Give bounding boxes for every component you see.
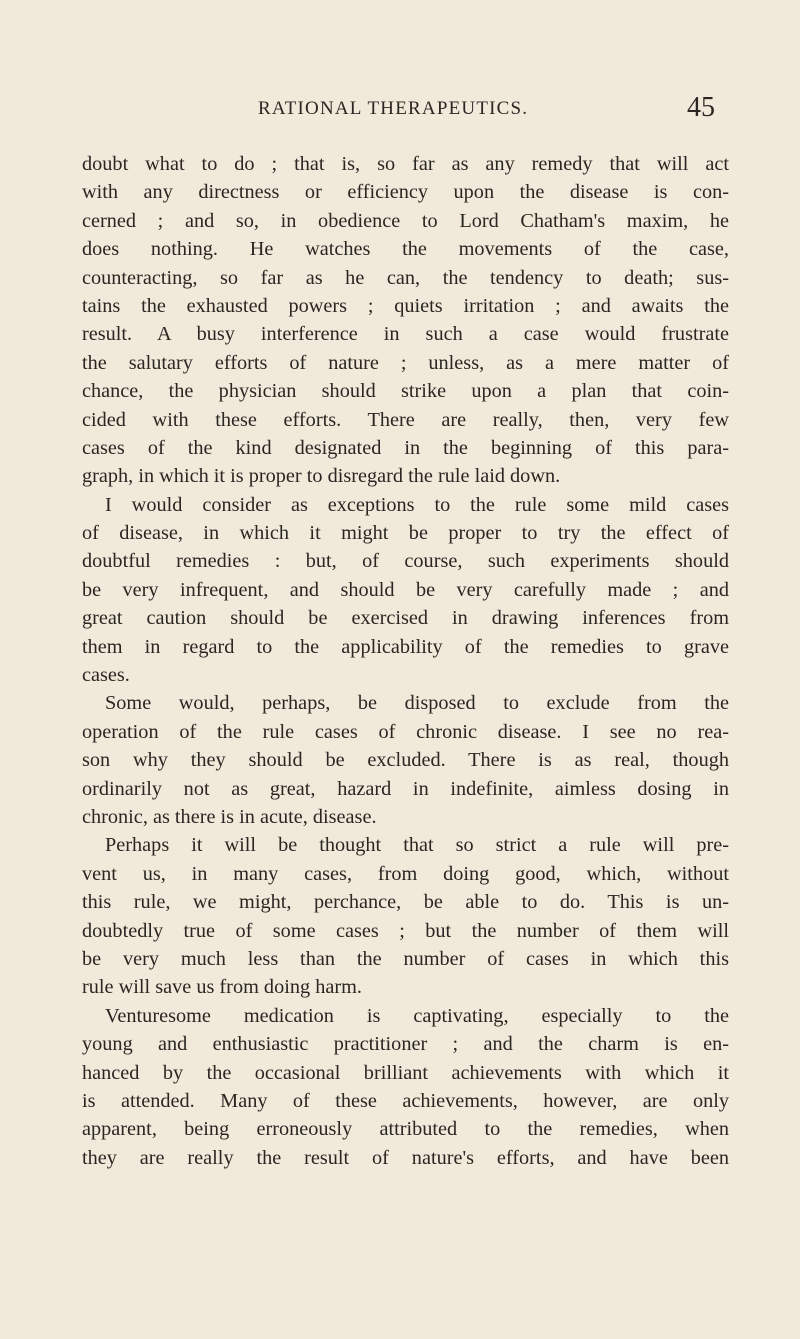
text-line: son why they should be excluded. There is as real, though — [82, 749, 729, 772]
text-line: them in regard to the applicability of the remedies to grave — [82, 635, 729, 658]
body-text — [82, 150, 729, 1172]
text-line: chance, the physician should strike upon a plan that coin- — [82, 380, 729, 403]
text-line: tains the exhausted powers ; quiets irritation ; and awaits the — [82, 294, 729, 317]
text-line: cerned ; and so, in obedience to Lord Chatham's maxim, he — [82, 209, 729, 232]
text-line: Some would, perhaps, be disposed to exclude from the — [105, 692, 729, 715]
text-line: result. A busy interference in such a case would frustrate — [82, 323, 729, 346]
text-line: vent us, in many cases, from doing good, which, without — [82, 862, 729, 885]
text-line: doubt what to do ; that is, so far as any remedy that will act — [82, 153, 729, 175]
text-line: great caution should be exercised in drawing inferences from — [82, 607, 729, 630]
text-line: doubtful remedies : but, of course, such experiments should — [82, 550, 729, 573]
text-line: Venturesome medication is captivating, especially to the — [105, 1004, 729, 1027]
text-line: operation of the rule cases of chronic disease. I see no rea- — [82, 720, 729, 743]
text-line: be very much less than the number of cases in which this — [82, 947, 729, 970]
text-line: graph, in which it is proper to disregard the rule laid down. — [82, 465, 561, 488]
text-line: rule will save us from doing harm. — [82, 976, 362, 999]
text-line: counteracting, so far as he can, the tendency to death; sus- — [82, 266, 729, 289]
text-line: I would consider as exceptions to the rule some mild cases — [105, 493, 729, 516]
text-line: is attended. Many of these achievements, however, are only — [82, 1089, 729, 1112]
text-line: the salutary efforts of nature ; unless, as a mere matter of — [82, 351, 729, 374]
text-line: ordinarily not as great, hazard in indefinite, aimless dosing in — [82, 777, 729, 800]
text-line: cided with these efforts. There are really, then, very few — [82, 408, 729, 431]
page-header — [0, 92, 800, 132]
text-line: cases of the kind designated in the beginning of this para- — [82, 436, 729, 459]
text-line: Perhaps it will be thought that so strict a rule will pre- — [105, 834, 729, 857]
page-number: 45 — [687, 92, 715, 123]
text-line: apparent, being erroneously attributed to the remedies, when — [82, 1118, 729, 1141]
text-line: be very infrequent, and should be very carefully made ; and — [82, 578, 729, 601]
text-line: they are really the result of nature's efforts, and have been — [82, 1146, 729, 1169]
text-line: of disease, in which it might be proper to try the effect of — [82, 522, 729, 545]
text-line: chronic, as there is in acute, disease. — [82, 805, 377, 828]
text-line: this rule, we might, perchance, be able to do. This is un- — [82, 891, 729, 914]
text-line: does nothing. He watches the movements of the case, — [82, 238, 729, 261]
text-line: with any directness or efficiency upon the disease is con- — [82, 181, 729, 204]
text-line: hanced by the occasional brilliant achievements with which it — [82, 1061, 729, 1084]
text-line: young and enthusiastic practitioner ; and the charm is en- — [82, 1033, 729, 1056]
text-line: doubtedly true of some cases ; but the number of them will — [82, 919, 729, 942]
text-line: cases. — [82, 664, 130, 687]
running-head: RATIONAL THERAPEUTICS. — [258, 98, 529, 119]
